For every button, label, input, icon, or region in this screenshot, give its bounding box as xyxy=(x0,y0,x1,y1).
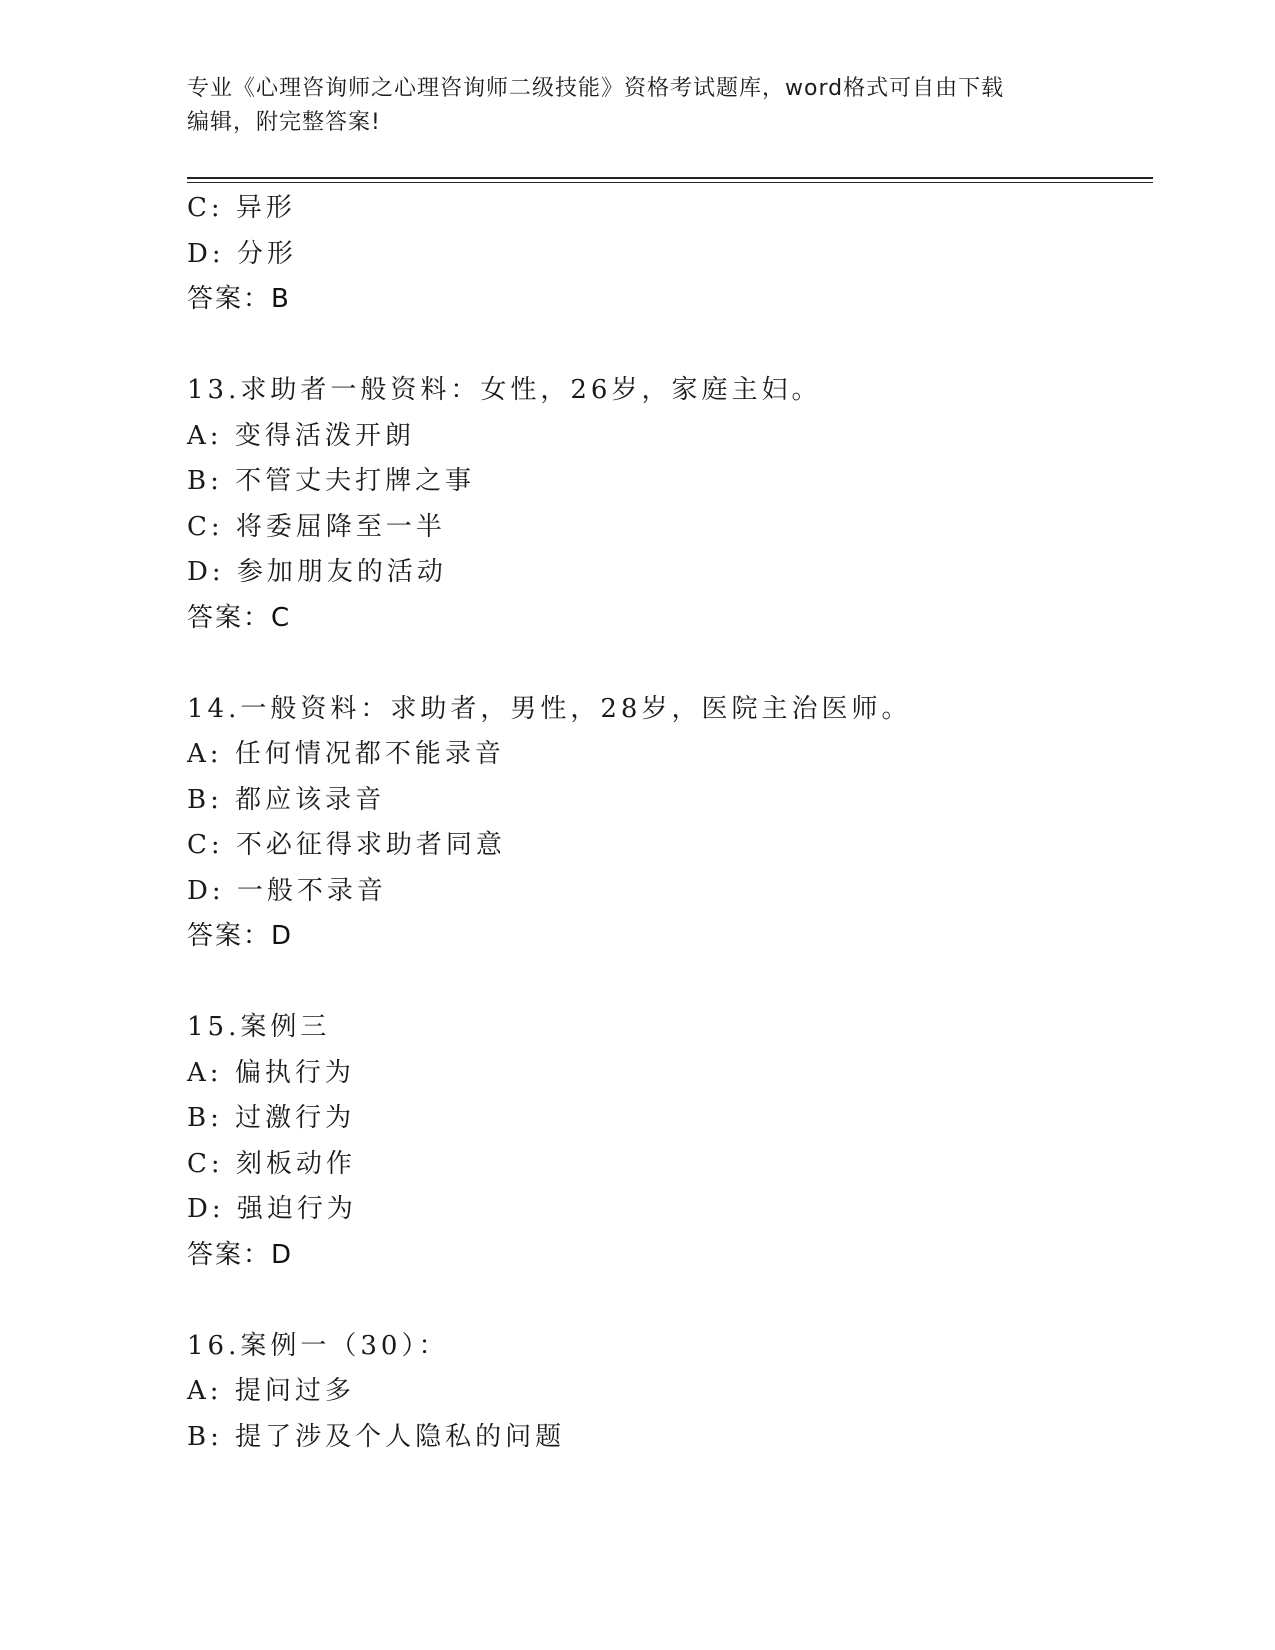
header-line-2: 编辑，附完整答案! xyxy=(187,110,381,135)
answer-line: 答案：D xyxy=(187,1239,294,1270)
option-c: C: 刻板动作 xyxy=(187,1148,356,1179)
question-stem: 15.案例三 xyxy=(187,1005,1153,1051)
option-c: C: 不必征得求助者同意 xyxy=(187,830,506,860)
answer-line: 答案：D xyxy=(187,921,294,951)
option-d: D: 一般不录音 xyxy=(187,875,387,906)
question-number: 15. xyxy=(187,1012,241,1042)
question-block xyxy=(187,1324,1153,1461)
question-list xyxy=(187,186,1153,1460)
option-a: A: 偏执行为 xyxy=(187,1057,355,1088)
question-block xyxy=(187,1005,1153,1278)
option-a: A: 提问过多 xyxy=(187,1376,355,1406)
option-d: D: 参加朋友的活动 xyxy=(187,557,447,587)
question-number: 14. xyxy=(187,693,241,724)
question-block xyxy=(187,687,1153,960)
document-header xyxy=(187,72,1087,140)
option-a: A: 任何情况都不能录音 xyxy=(187,739,505,769)
header-divider-thin xyxy=(187,182,1153,183)
question-number: 16. xyxy=(187,1330,241,1361)
option-b: B: 提了涉及个人隐私的问题 xyxy=(187,1421,566,1452)
answer-line: 答案：C xyxy=(187,602,292,633)
question-stem: 13.求助者一般资料：女性，26岁，家庭主妇。 xyxy=(187,368,1153,414)
option-a: A: 变得活泼开朗 xyxy=(187,420,415,451)
option-d: D: 强迫行为 xyxy=(187,1194,357,1224)
question-number: 13. xyxy=(187,375,241,405)
header-line-1: 专业《心理咨询师之心理咨询师二级技能》资格考试题库，word格式可自由下载 xyxy=(187,76,1005,101)
option-c: C: 异形 xyxy=(187,193,296,223)
question-block xyxy=(187,368,1153,641)
option-b: B: 过激行为 xyxy=(187,1103,356,1133)
option-d: D: 分形 xyxy=(187,238,297,269)
answer-line: 答案：B xyxy=(187,284,291,314)
question-stem: 16.案例一（30）： xyxy=(187,1324,1153,1370)
question-block-partial xyxy=(187,186,1153,323)
question-stem: 14.一般资料：求助者，男性，28岁，医院主治医师。 xyxy=(187,687,1153,733)
option-b: B: 不管丈夫打牌之事 xyxy=(187,466,476,496)
option-c: C: 将委屈降至一半 xyxy=(187,511,446,542)
option-b: B: 都应该录音 xyxy=(187,784,386,815)
header-divider-thick xyxy=(187,177,1153,179)
